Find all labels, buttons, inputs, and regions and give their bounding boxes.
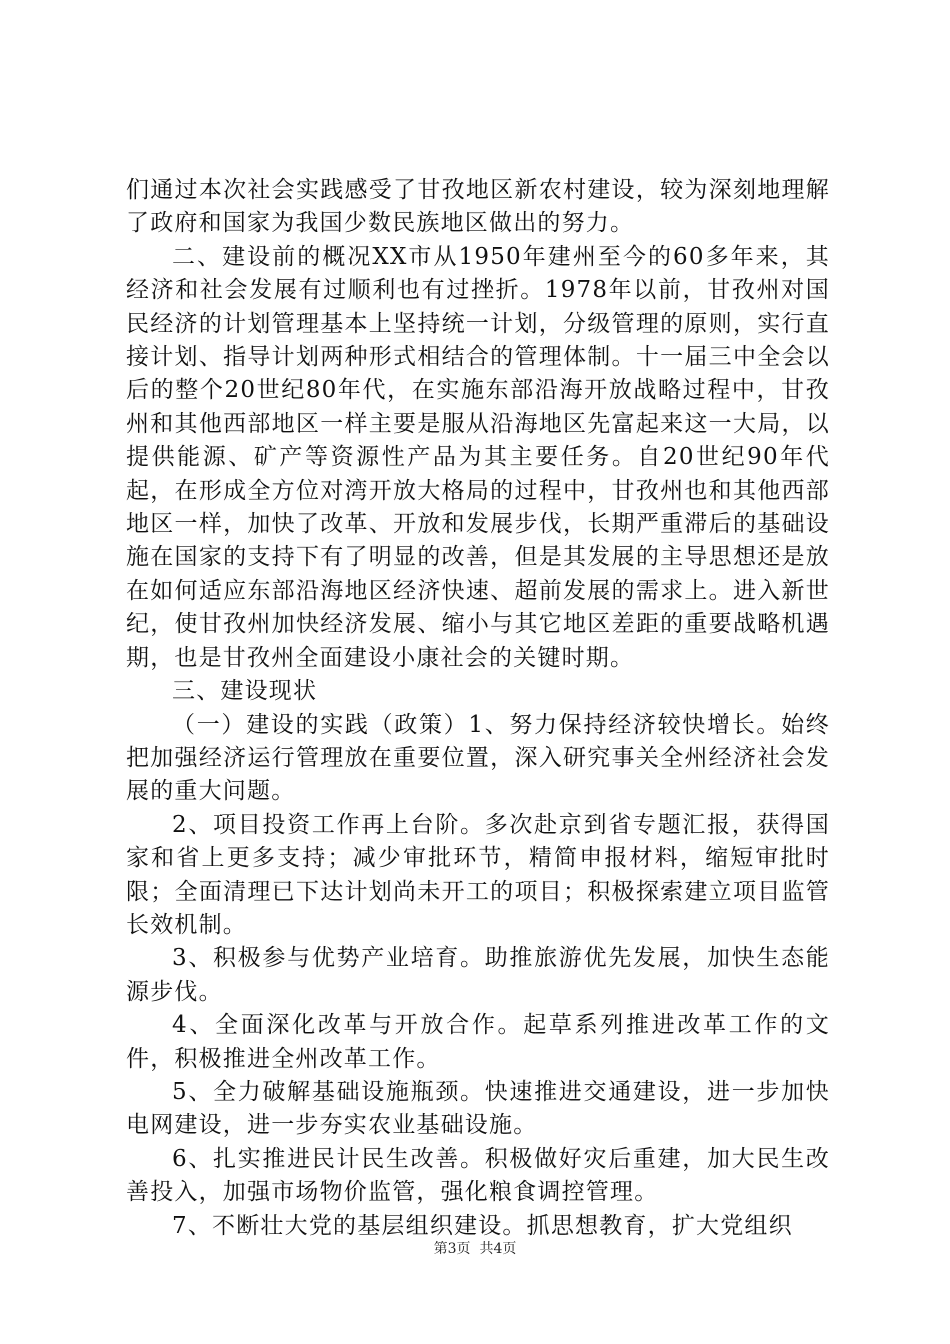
paragraph: 5、全力破解基础设施瓶颈。快速推进交通建设，进一步加快电网建设，进一步夯实农业基础设施。 [126,1078,830,1139]
page-footer [0,1240,950,1258]
paragraph: 6、扎实推进民计民生改善。积极做好灾后重建，加大民生改善投入，加强市场物价监管，强化粮食调控管理。 [126,1145,830,1206]
paragraph: 2、项目投资工作再上台阶。多次赴京到省专题汇报，获得国家和省上更多支持；减少审批环节，精简申报材料，缩短审批时限；全面清理已下达计划尚未开工的项目；积极探索建立项目监管长效机制。 [126,811,830,938]
paragraph: 3、积极参与优势产业培育。助推旅游优先发展，加快生态能源步伐。 [126,945,830,1005]
paragraph: 二、建设前的概况XX市从1950年建州至今的60多年来，其经济和社会发展有过顺利也有过挫折。1978年以前，甘孜州对国民经济的计划管理基本上坚持统一计划，分级管理的原则，实行直接计划、指导计划两种形式相结合的管理体制。十一届三中全会以后的整个20世纪80年代，在实施东部沿海开放战略过程中，甘孜州和其他西部地区一样主要是服从沿海地区先富起来这一大局，以提供能源、矿产等资源性产品为其主要任务。自20世纪90年代起，在形成全方位对湾开放大格局的过程中，甘孜州也和其他西部地区一样，加快了改革、开放和发展步伐，长期严重滞后的基础设施在国家的支持下有了明显的改善，但是其发展的主导思想还是放在如何适应东部沿海地区经济快速、超前发展的需求上。进入新世纪，使甘孜州加快经济发展、缩小与其它地区差距的重要战略机遇期，也是甘孜州全面建设小康社会的关键时期。 [126,243,830,671]
paragraph: （一）建设的实践（政策）1、努力保持经济较快增长。始终把加强经济运行管理放在重要位置，深入研究事关全州经济社会发展的重大问题。 [126,711,830,805]
paragraph: 7、不断壮大党的基层组织建设。抓思想教育，扩大党组织 [172,1212,793,1239]
page-number: 第3页 共4页 [433,1241,517,1257]
document-body [126,174,830,1243]
paragraph: 4、全面深化改革与开放合作。起草系列推进改革工作的文件，积极推进全州改革工作。 [126,1012,830,1072]
section-heading: 三、建设现状 [172,678,318,705]
paragraph: 们通过本次社会实践感受了甘孜地区新农村建设，较为深刻地理解了政府和国家为我国少数民族地区做出的努力。 [126,177,830,237]
